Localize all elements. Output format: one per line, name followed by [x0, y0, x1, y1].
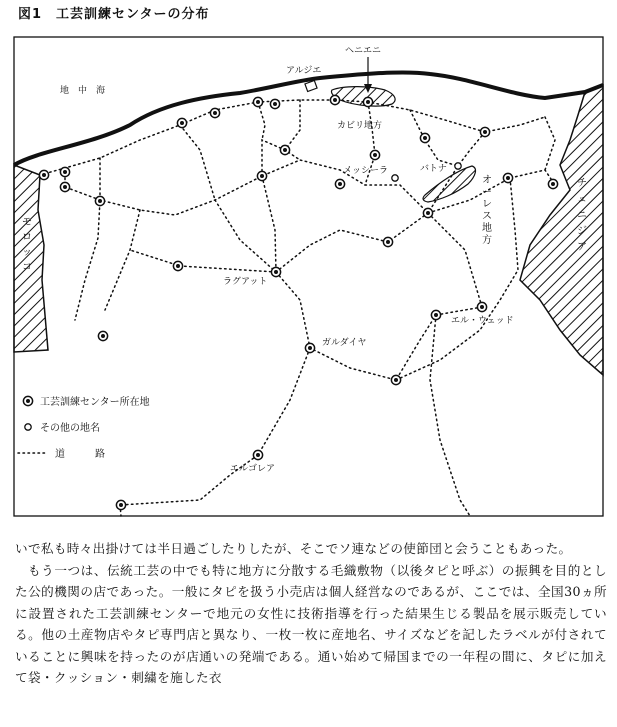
svg-text:ロ: ロ — [22, 232, 32, 243]
svg-text:オ: オ — [482, 175, 492, 186]
label-kabylie: カビリ地方 — [337, 121, 383, 131]
svg-text:ニ: ニ — [577, 210, 587, 221]
center-marker — [271, 267, 280, 276]
place-marker-batna — [455, 163, 461, 169]
label-batna: バトナ — [420, 164, 447, 174]
svg-text:ア: ア — [577, 242, 587, 253]
center-marker — [363, 97, 372, 106]
tunisia-region — [520, 85, 603, 375]
map-legend — [18, 395, 150, 460]
label-algiers: アルジエ — [286, 66, 322, 76]
center-marker — [116, 500, 125, 509]
svg-text:方: 方 — [482, 235, 492, 246]
center-marker — [480, 127, 489, 136]
center-marker — [95, 196, 104, 205]
label-heniene: ヘニエニ — [345, 46, 382, 56]
center-marker — [210, 108, 219, 117]
svg-text:地: 地 — [482, 223, 492, 234]
svg-text:レ: レ — [482, 199, 492, 210]
center-marker — [177, 118, 186, 127]
center-marker — [253, 450, 262, 459]
svg-text:ッ: ッ — [22, 247, 32, 258]
center-marker — [370, 150, 379, 159]
algiers-marker — [305, 81, 317, 92]
center-marker — [98, 331, 107, 340]
center-marker — [330, 95, 339, 104]
center-marker — [60, 182, 69, 191]
svg-text:ジ: ジ — [577, 226, 587, 237]
svg-text:コ: コ — [22, 262, 32, 273]
center-marker — [503, 173, 512, 182]
legend-center-symbol — [23, 396, 32, 405]
label-laghouat: ラグアット — [223, 277, 268, 287]
morocco-region — [14, 165, 48, 352]
center-marker — [477, 302, 486, 311]
center-marker — [270, 99, 279, 108]
legend-place-label: その他の地名 — [40, 423, 100, 434]
center-marker — [420, 133, 429, 142]
figure-number: 図1 — [18, 7, 43, 22]
center-marker — [391, 375, 400, 384]
svg-text:モ: モ — [22, 217, 32, 228]
label-messila: メッシーラ — [343, 166, 389, 176]
center-markers — [39, 95, 557, 509]
label-el-golea: エルゴレア — [230, 464, 276, 474]
center-marker — [60, 167, 69, 176]
center-marker — [257, 171, 266, 180]
label-aures — [482, 174, 492, 246]
body-text — [15, 538, 607, 689]
figure-title: 工芸訓練センターの分布 — [56, 7, 210, 22]
paragraph: いで私も時々出掛けては半日過ごしたりしたが、そこでソ連などの使節団と会うこともあった。 — [15, 541, 572, 556]
place-marker-messila — [392, 175, 398, 181]
center-marker — [39, 170, 48, 179]
center-marker — [305, 343, 314, 352]
legend-road-label: 道 路 — [55, 449, 105, 460]
center-marker — [173, 261, 182, 270]
center-marker — [335, 179, 344, 188]
svg-text:ス: ス — [482, 211, 492, 222]
legend-center-label: 工芸訓練センター所在地 — [40, 397, 150, 408]
label-ghardaia: ガルダイヤ — [322, 338, 367, 348]
center-marker — [548, 179, 557, 188]
center-marker — [423, 208, 432, 217]
center-marker — [431, 310, 440, 319]
label-el-oued: エル・ウェッド — [451, 316, 514, 326]
label-tunisia — [577, 177, 587, 253]
label-mediterranean: 地 中 海 — [60, 86, 106, 96]
legend-place-symbol — [25, 424, 31, 430]
center-marker — [280, 145, 289, 154]
svg-text:ー: ー — [482, 187, 492, 198]
svg-text:ュ: ュ — [577, 194, 587, 205]
svg-text:チ: チ — [577, 178, 587, 189]
paragraph: もう一つは、伝統工芸の中でも特に地方に分散する毛織敷物（以後タピと呼ぶ）の振興を目的とした公的機関の店であった。一般にタピを扱う小売店は個人経営なのであるが、ここでは、全国30ヵ所に設置された工芸訓練センターで地元の女性に技術指導を行った結果生じる製品を展示販売している。他の土産物店やタピ専門店と異なり、一枚一枚に産地名、サイズなどを記したラベルが付されていることに興味を持ったのが店通いの発端である。通い始めて帰国までの一年程の間に、タピに加えて袋・クッション・刺繍を施した衣 — [15, 562, 607, 685]
center-marker — [383, 237, 392, 246]
center-marker — [253, 97, 262, 106]
